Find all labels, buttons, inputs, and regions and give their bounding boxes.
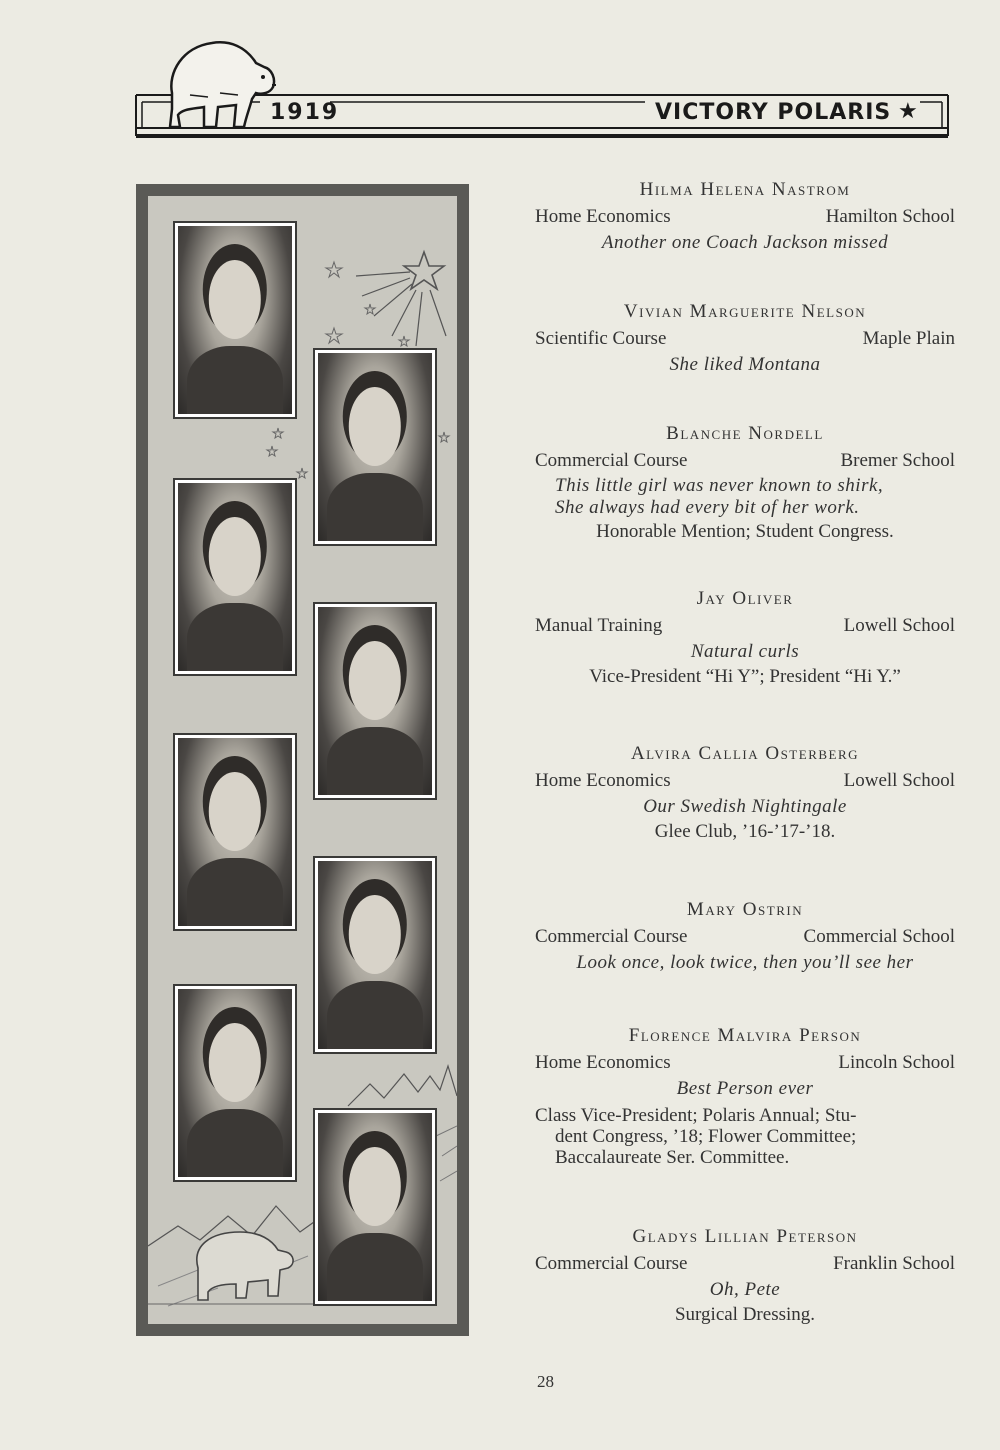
student-name: Jay Oliver — [696, 588, 794, 609]
student-info — [535, 1249, 955, 1278]
portrait-photo — [313, 856, 437, 1054]
student-school: Franklin School — [833, 1253, 955, 1274]
page-number: 28 — [537, 1372, 554, 1391]
student-entry — [535, 742, 955, 845]
student-info — [535, 446, 955, 475]
portrait-photo — [313, 1108, 437, 1306]
student-info — [535, 611, 955, 640]
student-course: Commercial Course — [535, 1253, 688, 1274]
student-course: Scientific Course — [535, 328, 667, 349]
student-school: Hamilton School — [825, 206, 955, 227]
portrait-photo — [173, 478, 297, 676]
student-info — [535, 324, 955, 353]
student-name: Blanche Nordell — [666, 423, 824, 444]
portrait-photo — [173, 733, 297, 931]
student-motto: She liked Montana — [669, 354, 821, 375]
student-honors: Surgical Dressing. — [674, 1304, 816, 1325]
header-rules — [0, 0, 1000, 150]
student-motto-line: She always had every bit of her work. — [555, 497, 860, 518]
student-honors — [535, 1105, 955, 1168]
student-name: Mary Ostrin — [686, 899, 804, 920]
student-entry — [535, 1024, 955, 1168]
student-info — [535, 1048, 955, 1077]
page-header — [0, 0, 1000, 150]
student-school: Lowell School — [843, 770, 955, 791]
student-course: Home Economics — [535, 1052, 671, 1073]
student-entry — [535, 178, 955, 255]
header-star-icon: ★ — [898, 99, 918, 124]
student-entry — [535, 300, 955, 377]
portrait-photo — [173, 221, 297, 419]
header-year: 1919 — [270, 100, 340, 125]
student-honors: Honorable Mention; Student Congress. — [596, 521, 894, 542]
photo-panel — [136, 184, 469, 1336]
student-info — [535, 922, 955, 951]
portrait-photo — [173, 984, 297, 1182]
student-course: Commercial Course — [535, 926, 688, 947]
student-course: Manual Training — [535, 615, 663, 636]
student-school: Commercial School — [803, 926, 955, 947]
student-school: Lowell School — [843, 615, 955, 636]
student-honors-line: Baccalaureate Ser. Committee. — [555, 1147, 790, 1168]
student-info — [535, 766, 955, 795]
student-name: Alvira Callia Osterberg — [630, 743, 860, 764]
shooting-star-icon — [356, 252, 446, 346]
student-entry — [535, 587, 955, 690]
student-info — [535, 202, 955, 231]
mountains-icon — [348, 1066, 457, 1106]
student-course: Commercial Course — [535, 450, 688, 471]
student-course: Home Economics — [535, 206, 671, 227]
student-entry — [535, 422, 955, 545]
bottom-polar-bear-icon — [197, 1232, 293, 1300]
student-motto: Natural curls — [690, 641, 800, 662]
student-honors: Glee Club, ’16-’17-’18. — [654, 821, 836, 842]
student-entry — [535, 1225, 955, 1328]
student-motto-line: This little girl was never known to shirk, — [555, 475, 884, 496]
student-name: Florence Malvira Person — [628, 1025, 862, 1046]
student-honors-line: dent Congress, ’18; Flower Committee; — [555, 1126, 857, 1147]
student-motto: Best Person ever — [676, 1078, 814, 1099]
polar-bear-icon — [160, 35, 280, 130]
student-school: Maple Plain — [862, 328, 955, 349]
student-name: Vivian Marguerite Nelson — [623, 301, 867, 322]
student-course: Home Economics — [535, 770, 671, 791]
student-honors: Vice-President “Hi Y”; President “Hi Y.” — [589, 666, 901, 687]
student-school: Lincoln School — [838, 1052, 955, 1073]
student-motto: Our Swedish Nightingale — [643, 796, 847, 817]
student-name: Hilma Helena Nastrom — [639, 179, 851, 200]
student-honors-line: Class Vice-President; Polaris Annual; Stu- — [535, 1105, 857, 1126]
portrait-photo — [313, 348, 437, 546]
student-motto: Another one Coach Jackson missed — [601, 232, 889, 253]
student-school: Bremer School — [840, 450, 955, 471]
student-name: Gladys Lillian Peterson — [632, 1226, 858, 1247]
photo-panel-inner — [148, 196, 457, 1324]
student-motto: Oh, Pete — [709, 1279, 781, 1300]
student-motto: Look once, look twice, then you’ll see her — [576, 952, 914, 973]
header-title: VICTORY POLARIS — [655, 100, 892, 125]
portrait-photo — [313, 602, 437, 800]
student-entry — [535, 898, 955, 975]
